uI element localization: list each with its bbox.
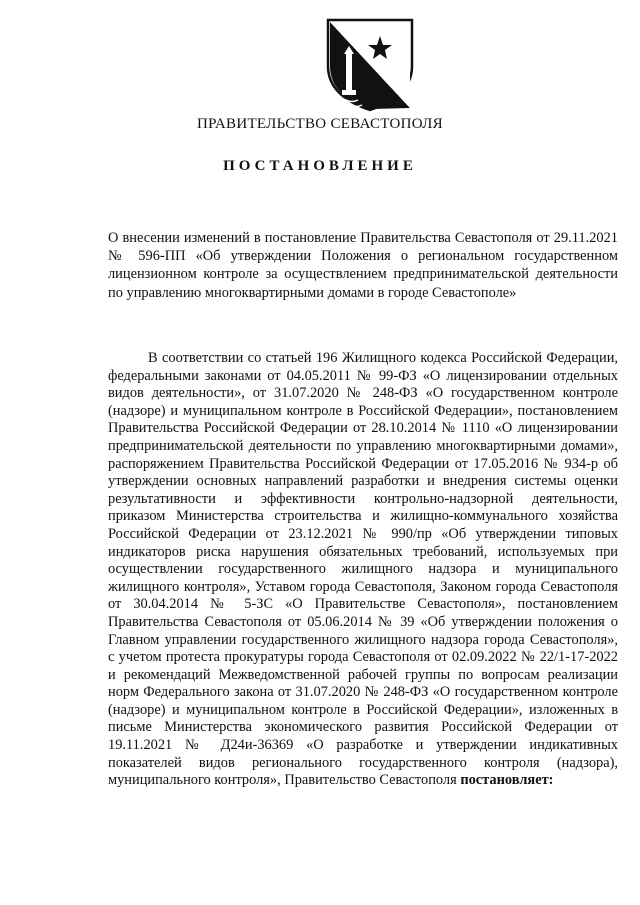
resolution-preamble <box>108 350 618 790</box>
preamble-text: В соответствии со статьей 196 Жилищного кодекса Российской Федерации, федеральными законами от 04.05.2011 № 99-ФЗ «О лицензировании отдельных видов деятельности», от 31.07.2020 № 248-ФЗ «О государственном контроле (надзоре) и муниципальном контроле в Российской Федерации», постановлением Правительства Российской Федерации от 28.10.2014 № 1110 «О лицензировании предпринимательской деятельности по управлению многоквартирными домами», распоряжением Правительства Российской Федерации от 17.05.2016 № 934-р об утверждении основных направлений разработки и внедрения системы оценки результативности и эффективности контрольно-надзорной деятельности, приказом Министерства строительства и жилищно-коммунального хозяйства Российской Федерации от 23.12.2021 № 990/пр «Об утверждении типовых индикаторов риска нарушения обязательных требований, используемых при осуществлении государственного жилищного надзора и муниципального жилищного контроля», Уставом города Севастополя, Законом города Севастополя от 30.04.2014 № 5-ЗС «О Правительстве Севастополя», постановлением Правительства Севастополя от 05.06.2014 № 39 «Об утверждении положения о Главном управлении государственного жилищного надзора города Севастополя», с учетом протеста прокуратуры города Севастополя от 02.09.2022 № 22/1-17-2022 и рекомендаций Межведомственной рабочей группы по вопросам реализации норм Федерального закона от 31.07.2020 № 248-ФЗ «О государственном контроле (надзоре) и муниципальном контроле в Российской Федерации», изложенных в письме Министерства экономического развития Российской Федерации от 19.11.2021 № Д24и-36369 «О разработке и утверждении индикативных показателей видов регионального государственного контроля (надзора), муниципального контроля», Правительство Севастополя <box>108 350 618 789</box>
sevastopol-coat-of-arms-icon <box>320 14 420 114</box>
decree-verb: постановляет: <box>460 772 554 789</box>
document-type-title: ПОСТАНОВЛЕНИЕ <box>223 158 417 174</box>
government-name: ПРАВИТЕЛЬСТВО СЕВАСТОПОЛЯ <box>197 116 443 132</box>
resolution-subject: О внесении изменений в постановление Правительства Севастополя от 29.11.2021 № 596-ПП «Об утверждении Положения о региональном государственном лицензионном контроле за осуществлением предпринимательской деятельности по управлению многоквартирными домами в городе Севастополе» <box>108 230 618 301</box>
